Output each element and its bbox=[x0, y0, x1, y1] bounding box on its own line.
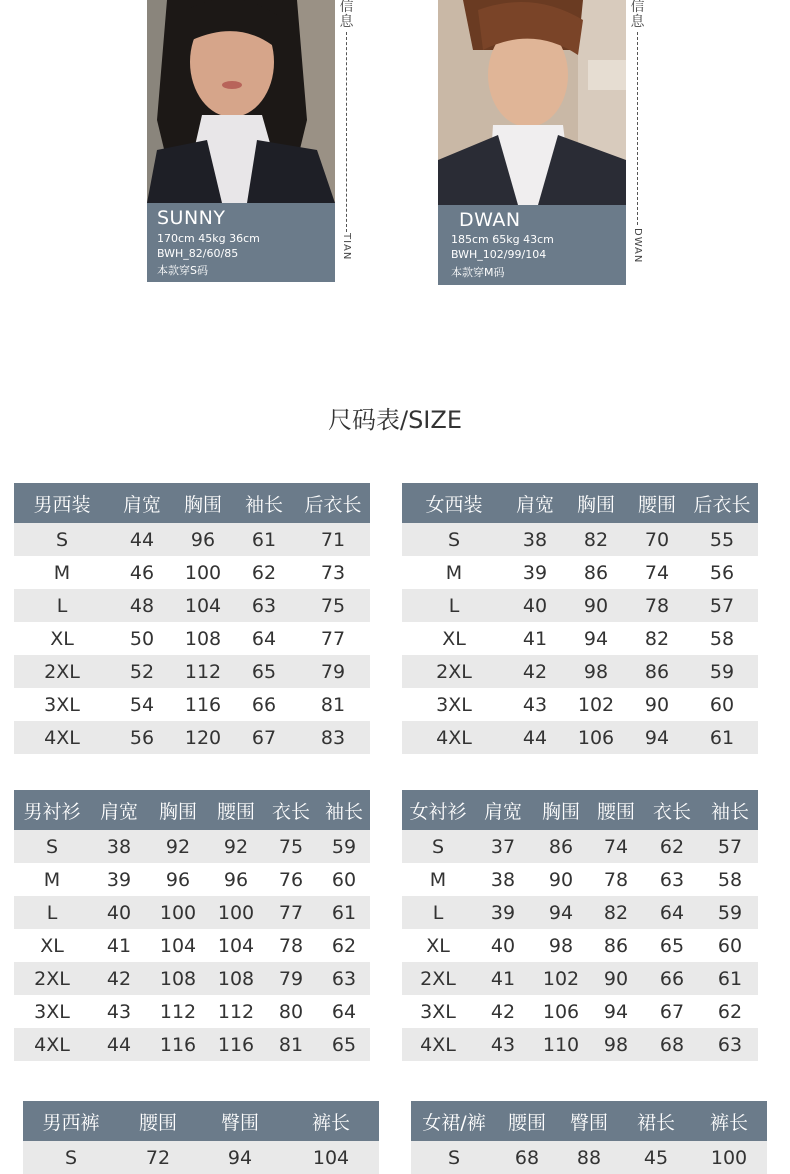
column-header: 裤长 bbox=[283, 1101, 379, 1141]
measurement-cell: 92 bbox=[208, 830, 264, 863]
table-row bbox=[14, 896, 370, 929]
table-row bbox=[402, 622, 758, 655]
size-table-womens-shirt bbox=[402, 790, 758, 1061]
measurement-cell: 82 bbox=[564, 523, 628, 556]
column-header: 裙长 bbox=[621, 1101, 691, 1141]
size-label-cell: M bbox=[14, 556, 110, 589]
table-row bbox=[14, 929, 370, 962]
size-label-cell: S bbox=[411, 1141, 497, 1174]
table-header-row bbox=[14, 790, 370, 830]
model-bwh: BWH_102/99/104 bbox=[451, 248, 547, 261]
column-header: 肩宽 bbox=[110, 483, 174, 523]
model-side-name: DWAN bbox=[632, 228, 643, 264]
measurement-cell: 65 bbox=[642, 929, 702, 962]
table-title-cell: 女裙/裤 bbox=[411, 1101, 497, 1141]
measurement-cell: 40 bbox=[474, 929, 532, 962]
measurement-cell: 58 bbox=[686, 622, 758, 655]
measurement-cell: 70 bbox=[628, 523, 686, 556]
measurement-cell: 61 bbox=[702, 962, 758, 995]
size-label-cell: S bbox=[402, 523, 506, 556]
measurement-cell: 59 bbox=[702, 896, 758, 929]
measurement-cell: 42 bbox=[90, 962, 148, 995]
column-header: 袖长 bbox=[702, 790, 758, 830]
table-row bbox=[14, 962, 370, 995]
measurement-cell: 106 bbox=[532, 995, 590, 1028]
measurement-cell: 63 bbox=[318, 962, 370, 995]
measurement-cell: 78 bbox=[264, 929, 318, 962]
size-label-cell: 3XL bbox=[14, 995, 90, 1028]
model-stats: 185cm 65kg 43cm bbox=[451, 233, 554, 246]
measurement-cell: 41 bbox=[474, 962, 532, 995]
column-header: 肩宽 bbox=[506, 483, 564, 523]
size-label-cell: XL bbox=[14, 929, 90, 962]
column-header: 后衣长 bbox=[296, 483, 370, 523]
measurement-cell: 66 bbox=[642, 962, 702, 995]
measurement-cell: 108 bbox=[208, 962, 264, 995]
measurement-cell: 46 bbox=[110, 556, 174, 589]
size-table-mens-shirt bbox=[14, 790, 370, 1061]
size-label-cell: L bbox=[14, 589, 110, 622]
measurement-cell: 90 bbox=[590, 962, 642, 995]
size-label-cell: S bbox=[23, 1141, 119, 1174]
column-header: 肩宽 bbox=[90, 790, 148, 830]
column-header: 胸围 bbox=[532, 790, 590, 830]
table-row bbox=[14, 688, 370, 721]
model-info-label: 信息 bbox=[339, 0, 354, 30]
measurement-cell: 43 bbox=[90, 995, 148, 1028]
measurement-cell: 94 bbox=[532, 896, 590, 929]
measurement-cell: 48 bbox=[110, 589, 174, 622]
table-row bbox=[402, 523, 758, 556]
table-row bbox=[402, 589, 758, 622]
measurement-cell: 90 bbox=[628, 688, 686, 721]
size-label-cell: XL bbox=[402, 622, 506, 655]
measurement-cell: 78 bbox=[590, 863, 642, 896]
column-header: 袖长 bbox=[318, 790, 370, 830]
measurement-cell: 86 bbox=[532, 830, 590, 863]
measurement-cell: 112 bbox=[208, 995, 264, 1028]
model-photo-sunny bbox=[147, 0, 335, 203]
measurement-cell: 57 bbox=[702, 830, 758, 863]
column-header: 臀围 bbox=[557, 1101, 621, 1141]
table-row bbox=[14, 995, 370, 1028]
measurement-cell: 100 bbox=[691, 1141, 767, 1174]
column-header: 腰围 bbox=[590, 790, 642, 830]
size-label-cell: 2XL bbox=[14, 655, 110, 688]
measurement-cell: 104 bbox=[148, 929, 208, 962]
measurement-cell: 42 bbox=[506, 655, 564, 688]
measurement-cell: 67 bbox=[642, 995, 702, 1028]
measurement-cell: 62 bbox=[232, 556, 296, 589]
measurement-cell: 55 bbox=[686, 523, 758, 556]
measurement-cell: 41 bbox=[90, 929, 148, 962]
measurement-cell: 74 bbox=[628, 556, 686, 589]
measurement-cell: 59 bbox=[686, 655, 758, 688]
measurement-cell: 62 bbox=[702, 995, 758, 1028]
measurement-cell: 40 bbox=[506, 589, 564, 622]
measurement-cell: 86 bbox=[590, 929, 642, 962]
measurement-cell: 72 bbox=[119, 1141, 197, 1174]
column-header: 袖长 bbox=[232, 483, 296, 523]
measurement-cell: 60 bbox=[702, 929, 758, 962]
measurement-cell: 102 bbox=[564, 688, 628, 721]
measurement-cell: 116 bbox=[208, 1028, 264, 1061]
size-label-cell: 3XL bbox=[402, 688, 506, 721]
measurement-cell: 64 bbox=[232, 622, 296, 655]
measurement-cell: 74 bbox=[590, 830, 642, 863]
measurement-cell: 44 bbox=[110, 523, 174, 556]
measurement-cell: 82 bbox=[590, 896, 642, 929]
table-row bbox=[14, 721, 370, 754]
size-table-mens-trousers bbox=[23, 1101, 379, 1174]
table-row bbox=[14, 589, 370, 622]
measurement-cell: 94 bbox=[590, 995, 642, 1028]
table-row bbox=[14, 1028, 370, 1061]
measurement-cell: 39 bbox=[506, 556, 564, 589]
measurement-cell: 98 bbox=[532, 929, 590, 962]
measurement-cell: 40 bbox=[90, 896, 148, 929]
table-title-cell: 男西装 bbox=[14, 483, 110, 523]
model-wear-size: 本款穿S码 bbox=[157, 264, 208, 277]
size-label-cell: L bbox=[402, 589, 506, 622]
table-row bbox=[402, 556, 758, 589]
measurement-cell: 68 bbox=[497, 1141, 557, 1174]
size-label-cell: 2XL bbox=[402, 962, 474, 995]
measurement-cell: 61 bbox=[232, 523, 296, 556]
measurement-cell: 60 bbox=[318, 863, 370, 896]
model-side-name: TIAN bbox=[341, 233, 352, 261]
model-bwh: BWH_82/60/85 bbox=[157, 247, 239, 260]
column-header: 后衣长 bbox=[686, 483, 758, 523]
table-row bbox=[402, 830, 758, 863]
measurement-cell: 81 bbox=[296, 688, 370, 721]
table-row bbox=[402, 863, 758, 896]
size-label-cell: 2XL bbox=[14, 962, 90, 995]
measurement-cell: 66 bbox=[232, 688, 296, 721]
measurement-cell: 64 bbox=[318, 995, 370, 1028]
measurement-cell: 120 bbox=[174, 721, 232, 754]
model-info-label: 信息 bbox=[630, 0, 645, 30]
model-photo-dwan bbox=[438, 0, 626, 205]
size-label-cell: 4XL bbox=[14, 1028, 90, 1061]
measurement-cell: 81 bbox=[264, 1028, 318, 1061]
measurement-cell: 39 bbox=[90, 863, 148, 896]
measurement-cell: 96 bbox=[148, 863, 208, 896]
table-header-row bbox=[402, 483, 758, 523]
measurement-cell: 38 bbox=[506, 523, 564, 556]
measurement-cell: 100 bbox=[148, 896, 208, 929]
table-title-cell: 男西裤 bbox=[23, 1101, 119, 1141]
measurement-cell: 52 bbox=[110, 655, 174, 688]
model-caption-sunny bbox=[147, 203, 335, 282]
size-label-cell: S bbox=[14, 523, 110, 556]
measurement-cell: 71 bbox=[296, 523, 370, 556]
measurement-cell: 90 bbox=[564, 589, 628, 622]
table-row bbox=[14, 556, 370, 589]
size-label-cell: S bbox=[402, 830, 474, 863]
size-label-cell: 2XL bbox=[402, 655, 506, 688]
column-header: 腰围 bbox=[497, 1101, 557, 1141]
measurement-cell: 112 bbox=[148, 995, 208, 1028]
model-name: DWAN bbox=[459, 209, 521, 231]
measurement-cell: 96 bbox=[174, 523, 232, 556]
table-header-row bbox=[14, 483, 370, 523]
measurement-cell: 104 bbox=[283, 1141, 379, 1174]
column-header: 胸围 bbox=[148, 790, 208, 830]
size-label-cell: S bbox=[14, 830, 90, 863]
measurement-cell: 43 bbox=[474, 1028, 532, 1061]
measurement-cell: 116 bbox=[174, 688, 232, 721]
size-label-cell: M bbox=[14, 863, 90, 896]
size-label-cell: 3XL bbox=[402, 995, 474, 1028]
measurement-cell: 100 bbox=[208, 896, 264, 929]
column-header: 腰围 bbox=[208, 790, 264, 830]
measurement-cell: 104 bbox=[174, 589, 232, 622]
measurement-cell: 67 bbox=[232, 721, 296, 754]
size-label-cell: 4XL bbox=[14, 721, 110, 754]
measurement-cell: 62 bbox=[642, 830, 702, 863]
column-header: 衣长 bbox=[264, 790, 318, 830]
measurement-cell: 104 bbox=[208, 929, 264, 962]
model-wear-size: 本款穿M码 bbox=[451, 266, 505, 279]
size-table-womens-suit bbox=[402, 483, 758, 754]
measurement-cell: 56 bbox=[110, 721, 174, 754]
measurement-cell: 90 bbox=[532, 863, 590, 896]
measurement-cell: 88 bbox=[557, 1141, 621, 1174]
measurement-cell: 86 bbox=[628, 655, 686, 688]
measurement-cell: 76 bbox=[264, 863, 318, 896]
measurement-cell: 61 bbox=[686, 721, 758, 754]
column-header: 衣长 bbox=[642, 790, 702, 830]
model-divider-line bbox=[637, 32, 638, 225]
measurement-cell: 68 bbox=[642, 1028, 702, 1061]
measurement-cell: 38 bbox=[474, 863, 532, 896]
measurement-cell: 41 bbox=[506, 622, 564, 655]
measurement-cell: 79 bbox=[264, 962, 318, 995]
measurement-cell: 43 bbox=[506, 688, 564, 721]
measurement-cell: 63 bbox=[642, 863, 702, 896]
size-label-cell: M bbox=[402, 863, 474, 896]
model-stats: 170cm 45kg 36cm bbox=[157, 232, 260, 245]
table-header-row bbox=[23, 1101, 379, 1141]
measurement-cell: 56 bbox=[686, 556, 758, 589]
size-table-mens-suit bbox=[14, 483, 370, 754]
measurement-cell: 42 bbox=[474, 995, 532, 1028]
column-header: 裤长 bbox=[691, 1101, 767, 1141]
measurement-cell: 57 bbox=[686, 589, 758, 622]
measurement-cell: 77 bbox=[264, 896, 318, 929]
table-row bbox=[14, 523, 370, 556]
table-row bbox=[402, 962, 758, 995]
table-row bbox=[402, 1028, 758, 1061]
measurement-cell: 44 bbox=[90, 1028, 148, 1061]
table-row bbox=[14, 830, 370, 863]
measurement-cell: 108 bbox=[148, 962, 208, 995]
measurement-cell: 100 bbox=[174, 556, 232, 589]
measurement-cell: 50 bbox=[110, 622, 174, 655]
table-row bbox=[402, 655, 758, 688]
measurement-cell: 80 bbox=[264, 995, 318, 1028]
measurement-cell: 94 bbox=[197, 1141, 283, 1174]
table-title-cell: 女衬衫 bbox=[402, 790, 474, 830]
measurement-cell: 94 bbox=[628, 721, 686, 754]
table-header-row bbox=[402, 790, 758, 830]
table-row bbox=[402, 688, 758, 721]
column-header: 臀围 bbox=[197, 1101, 283, 1141]
table-row bbox=[23, 1141, 379, 1174]
table-row bbox=[402, 995, 758, 1028]
measurement-cell: 45 bbox=[621, 1141, 691, 1174]
measurement-cell: 92 bbox=[148, 830, 208, 863]
measurement-cell: 65 bbox=[232, 655, 296, 688]
measurement-cell: 64 bbox=[642, 896, 702, 929]
measurement-cell: 94 bbox=[564, 622, 628, 655]
size-label-cell: XL bbox=[14, 622, 110, 655]
measurement-cell: 83 bbox=[296, 721, 370, 754]
size-label-cell: 4XL bbox=[402, 1028, 474, 1061]
measurement-cell: 73 bbox=[296, 556, 370, 589]
column-header: 腰围 bbox=[119, 1101, 197, 1141]
table-title-cell: 女西装 bbox=[402, 483, 506, 523]
size-label-cell: L bbox=[14, 896, 90, 929]
measurement-cell: 60 bbox=[686, 688, 758, 721]
measurement-cell: 79 bbox=[296, 655, 370, 688]
size-label-cell: M bbox=[402, 556, 506, 589]
measurement-cell: 58 bbox=[702, 863, 758, 896]
size-label-cell: XL bbox=[402, 929, 474, 962]
table-title-cell: 男衬衫 bbox=[14, 790, 90, 830]
model-name: SUNNY bbox=[157, 207, 226, 229]
measurement-cell: 38 bbox=[90, 830, 148, 863]
measurement-cell: 78 bbox=[628, 589, 686, 622]
table-row bbox=[14, 863, 370, 896]
measurement-cell: 39 bbox=[474, 896, 532, 929]
size-label-cell: L bbox=[402, 896, 474, 929]
measurement-cell: 62 bbox=[318, 929, 370, 962]
column-header: 胸围 bbox=[564, 483, 628, 523]
measurement-cell: 63 bbox=[232, 589, 296, 622]
measurement-cell: 102 bbox=[532, 962, 590, 995]
measurement-cell: 98 bbox=[590, 1028, 642, 1061]
measurement-cell: 61 bbox=[318, 896, 370, 929]
table-row bbox=[402, 929, 758, 962]
column-header: 肩宽 bbox=[474, 790, 532, 830]
table-row bbox=[14, 622, 370, 655]
measurement-cell: 75 bbox=[264, 830, 318, 863]
measurement-cell: 96 bbox=[208, 863, 264, 896]
measurement-cell: 65 bbox=[318, 1028, 370, 1061]
measurement-cell: 112 bbox=[174, 655, 232, 688]
column-header: 胸围 bbox=[174, 483, 232, 523]
measurement-cell: 63 bbox=[702, 1028, 758, 1061]
column-header: 腰围 bbox=[628, 483, 686, 523]
measurement-cell: 75 bbox=[296, 589, 370, 622]
size-chart-title: 尺码表/SIZE bbox=[327, 406, 462, 434]
size-label-cell: 4XL bbox=[402, 721, 506, 754]
table-row bbox=[402, 896, 758, 929]
table-header-row bbox=[411, 1101, 767, 1141]
measurement-cell: 108 bbox=[174, 622, 232, 655]
measurement-cell: 110 bbox=[532, 1028, 590, 1061]
measurement-cell: 44 bbox=[506, 721, 564, 754]
measurement-cell: 37 bbox=[474, 830, 532, 863]
table-row bbox=[402, 721, 758, 754]
measurement-cell: 54 bbox=[110, 688, 174, 721]
table-row bbox=[14, 655, 370, 688]
measurement-cell: 59 bbox=[318, 830, 370, 863]
measurement-cell: 82 bbox=[628, 622, 686, 655]
table-row bbox=[411, 1141, 767, 1174]
model-caption-dwan bbox=[438, 205, 626, 285]
size-label-cell: 3XL bbox=[14, 688, 110, 721]
measurement-cell: 98 bbox=[564, 655, 628, 688]
measurement-cell: 77 bbox=[296, 622, 370, 655]
measurement-cell: 86 bbox=[564, 556, 628, 589]
size-table-womens-skirt-trousers bbox=[411, 1101, 767, 1174]
model-divider-line bbox=[346, 32, 347, 232]
measurement-cell: 106 bbox=[564, 721, 628, 754]
measurement-cell: 116 bbox=[148, 1028, 208, 1061]
